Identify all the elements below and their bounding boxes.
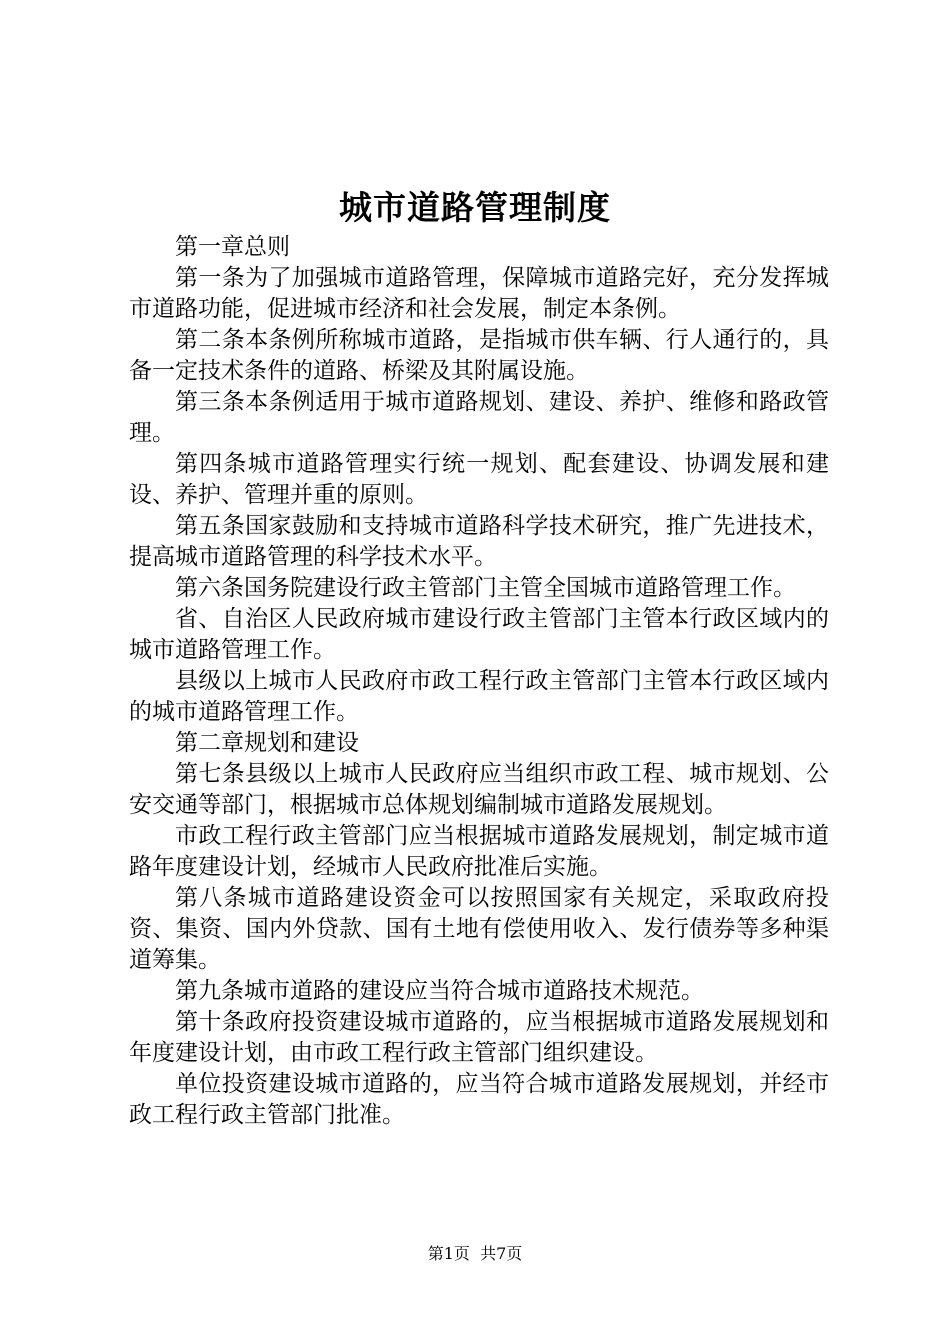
article-paragraph: 第十条政府投资建设城市道路的，应当根据城市道路发展规划和年度建设计划，由市政工程行政主管部门组织建设。	[129, 1009, 829, 1066]
page-total: 共7页	[480, 1244, 523, 1263]
article-paragraph: 第二条本条例所称城市道路，是指城市供车辆、行人通行的，具备一定技术条件的道路、桥梁及其附属设施。	[129, 327, 829, 384]
chapter-heading: 第二章规划和建设	[175, 730, 359, 756]
article-paragraph: 第四条城市道路管理实行统一规划、配套建设、协调发展和建设、养护、管理并重的原则。	[129, 451, 829, 508]
article-paragraph: 第五条国家鼓励和支持城市道路科学技术研究，推广先进技术，提高城市道路管理的科学技术水平。	[129, 513, 829, 570]
document-body	[129, 232, 829, 1131]
article-paragraph: 第七条县级以上城市人民政府应当组织市政工程、城市规划、公安交通等部门，根据城市总体规划编制城市道路发展规划。	[129, 761, 829, 818]
article-paragraph: 第八条城市道路建设资金可以按照国家有关规定，采取政府投资、集资、国内外贷款、国有土地有偿使用收入、发行债券等多种渠道筹集。	[129, 885, 829, 973]
article-paragraph: 第三条本条例适用于城市道路规划、建设、养护、维修和路政管理。	[129, 389, 829, 446]
article-paragraph: 第一条为了加强城市道路管理，保障城市道路完好，充分发挥城市道路功能，促进城市经济和社会发展，制定本条例。	[129, 265, 829, 322]
article-paragraph: 县级以上城市人民政府市政工程行政主管部门主管本行政区域内的城市道路管理工作。	[129, 668, 829, 725]
page-footer	[0, 1242, 950, 1266]
chapter-heading: 第一章总则	[175, 234, 290, 260]
document-title: 城市道路管理制度	[339, 188, 611, 227]
article-paragraph: 市政工程行政主管部门应当根据城市道路发展规划，制定城市道路年度建设计划，经城市人民政府批准后实施。	[129, 823, 829, 880]
page-number: 第1页	[427, 1244, 470, 1263]
article-paragraph: 省、自治区人民政府城市建设行政主管部门主管本行政区域内的城市道路管理工作。	[129, 606, 829, 663]
article-paragraph: 第六条国务院建设行政主管部门主管全国城市道路管理工作。	[175, 575, 796, 601]
article-paragraph: 第九条城市道路的建设应当符合城市道路技术规范。	[175, 978, 704, 1004]
article-paragraph: 单位投资建设城市道路的，应当符合城市道路发展规划，并经市政工程行政主管部门批准。	[129, 1071, 829, 1128]
